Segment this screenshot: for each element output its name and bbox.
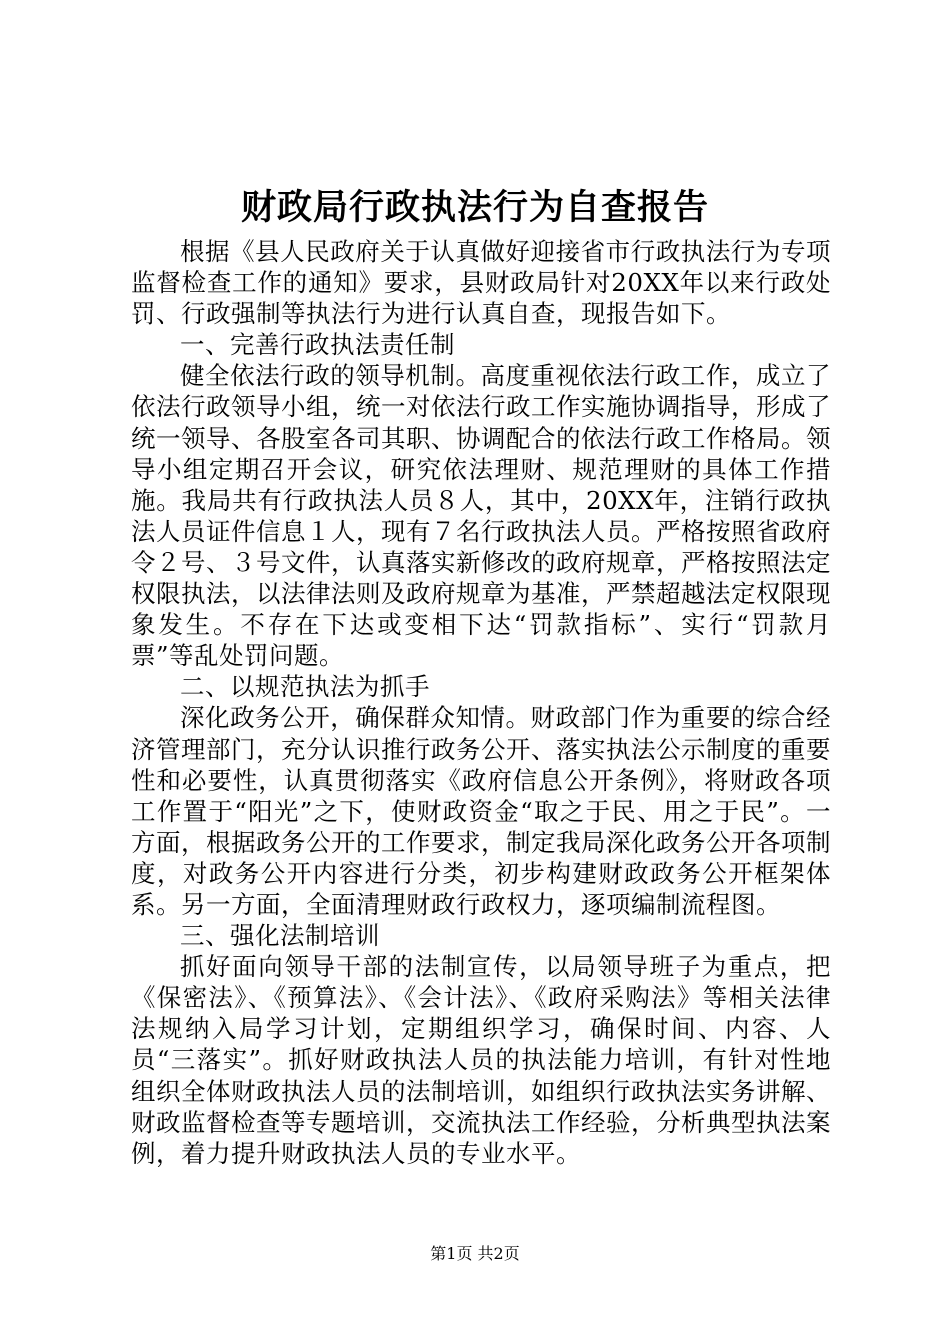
section-heading-1: 一、完善行政执法责任制 [180,330,455,360]
document-title: 财政局行政执法行为自查报告 [240,188,709,228]
intro-paragraph: 根据《县人民政府关于认真做好迎接省市行政执法行为专项监督检查工作的通知》要求，县财政局针对20XX年以来行政处罚、行政强制等执法行为进行认真自查，现报告如下。 [131,237,831,329]
section-paragraph-2: 深化政务公开，确保群众知情。财政部门作为重要的综合经济管理部门，充分认识推行政务公开、落实执法公示制度的重要性和必要性，认真贯彻落实《政府信息公开条例》，将财政各项工作置于“阳光”之下，使财政资金“取之于民、用之于民”。一方面，根据政务公开的工作要求，制定我局深化政务公开各项制度，对政务公开内容进行分类，初步构建财政政务公开框架体系。另一方面，全面清理财政行政权力，逐项编制流程图。 [131,703,831,919]
section-paragraph-1: 健全依法行政的领导机制。高度重视依法行政工作，成立了依法行政领导小组，统一对依法行政工作实施协调指导，形成了统一领导、各股室各司其职、协调配合的依法行政工作格局。领导小组定期召开会议，研究依法理财、规范理财的具体工作措施。我局共有行政执法人员８人，其中，20XX年，注销行政执法人员证件信息１人，现有７名行政执法人员。严格按照省政府令２号、３号文件，认真落实新修改的政府规章，严格按照法定权限执法，以法律法则及政府规章为基准，严禁超越法定权限现象发生。不存在下达或变相下达“罚款指标”、实行“罚款月票”等乱处罚问题。 [131,361,831,671]
page-footer: 第1页 共2页 [430,1244,520,1263]
section-paragraph-3: 抓好面向领导干部的法制宣传，以局领导班子为重点，把《保密法》、《预算法》、《会计法》、《政府采购法》等相关法律法规纳入局学习计划，定期组织学习，确保时间、内容、人员“三落实”。抓好财政执法人员的执法能力培训，有针对性地组织全体财政执法人员的法制培训，如组织行政执法实务讲解、财政监督检查等专题培训，交流执法工作经验，分析典型执法案例，着力提升财政执法人员的专业水平。 [131,952,831,1168]
section-heading-3: 三、强化法制培训 [180,921,380,951]
document-body [131,236,831,1169]
section-heading-2: 二、以规范执法为抓手 [180,672,430,702]
